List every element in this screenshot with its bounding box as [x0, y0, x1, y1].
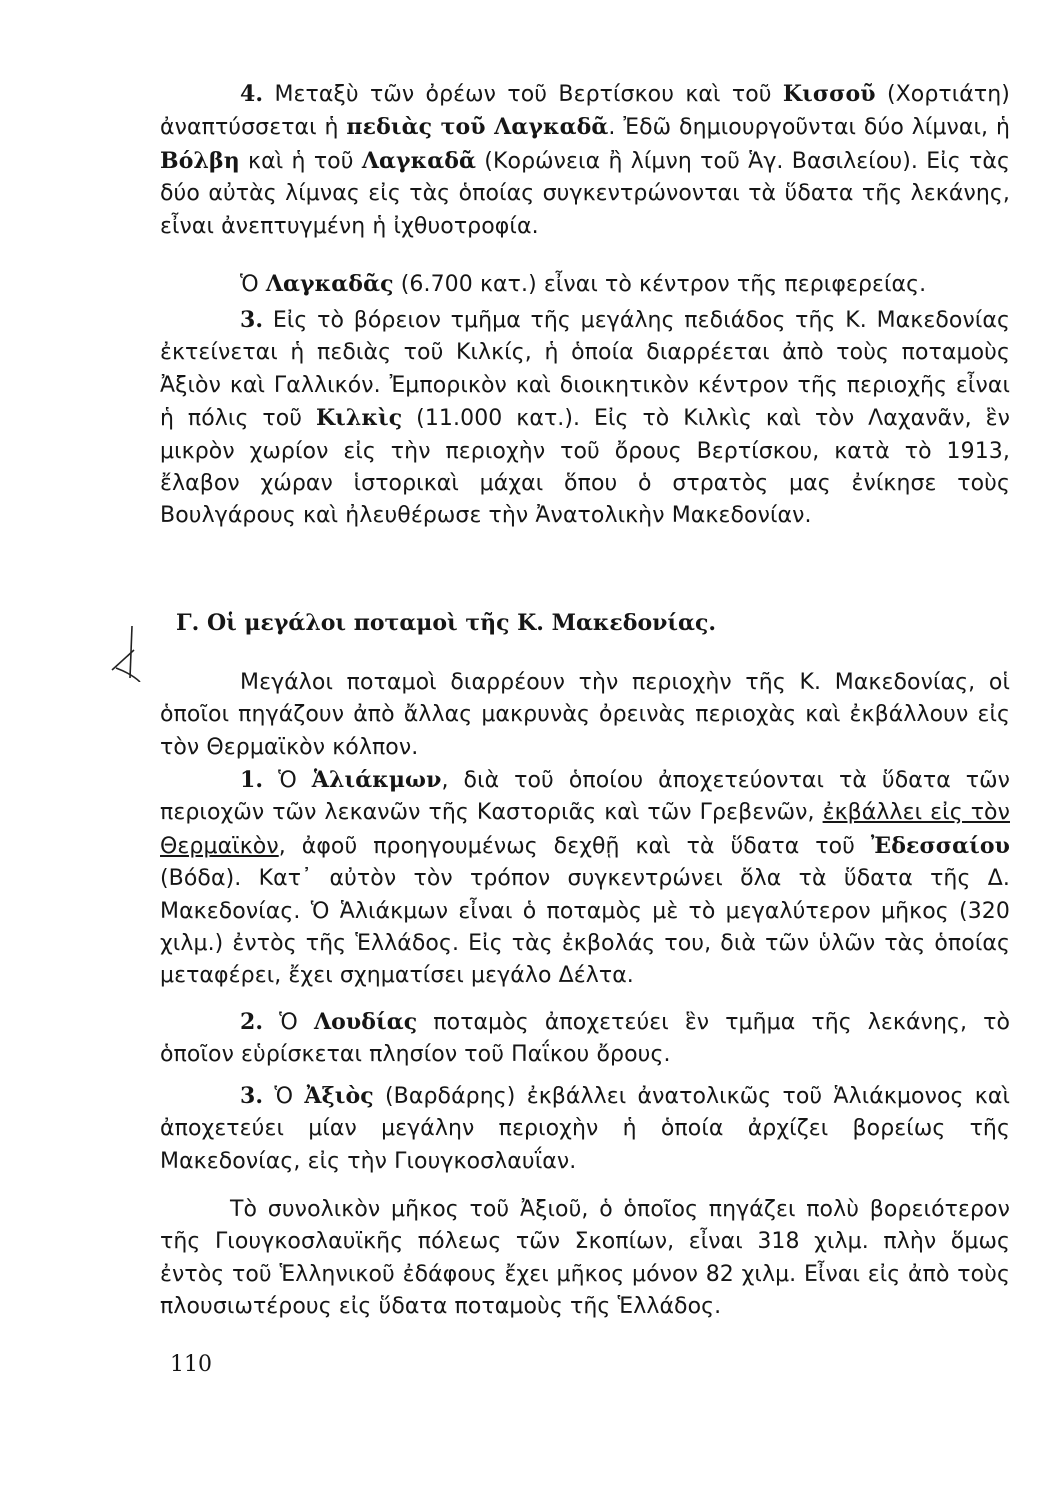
bold-term: Ἁλιάκμων	[311, 767, 442, 793]
text-run: (Κορώνεια ἢ λίμνη τοῦ Ἁγ. Βασιλείου). Εἰς τὰς δύο αὐτὰς λίμνας εἰς τὰς ὁποίας συγκεντρώνονται τὰ ὕδατα τῆς λεκάνης, εἶναι ἀνεπτυγμένη ἡ ἰχθυοτροφία.	[160, 148, 1010, 239]
item-number: 3.	[240, 1083, 264, 1109]
item-number: 2.	[240, 1009, 264, 1035]
item-number: 4.	[240, 81, 264, 107]
section-heading: Γ. Οἱ μεγάλοι ποταμοὶ τῆς Κ. Μακεδονίας.	[176, 610, 717, 636]
paragraph-rivers-intro: Μεγάλοι ποταμοὶ διαρρέουν τὴν περιοχὴν τῆς Κ. Μακεδονίας, οἱ ὁποῖοι πηγάζουν ἀπὸ ἄλλας μακρυνὰς ὀρεινὰς περιοχὰς καὶ ἐκβάλλουν εἰς τὸν Θερμαϊκὸν κόλπον.	[160, 670, 1010, 760]
text-run: καὶ ἡ τοῦ	[239, 148, 362, 174]
item-number: 1.	[240, 767, 264, 793]
bold-term: Ἀξιὸς	[304, 1083, 374, 1109]
text-run: Ὁ	[240, 272, 266, 297]
text-run: Εἰς τὸ βόρειον τμῆμα τῆς μεγάλης πεδιάδος τῆς Κ. Μακεδονίας ἐκτείνεται ἡ πεδιὰς τοῦ Κιλκίς, ἡ ὁποία διαρρέεται ἀπὸ τοὺς ποταμοὺς Ἀξιὸν καὶ Γαλλικόν. Ἐμπορικὸν καὶ διοικητικὸν κέντρον τῆς περιοχῆς εἶναι ἡ πόλις τοῦ	[160, 308, 1010, 432]
item-number: 3.	[240, 307, 264, 333]
paragraph-kilkis-plain	[160, 304, 1010, 533]
text-run: (Βόδα). Κατ᾽ αὐτὸν τὸν τρόπον συγκεντρώνει ὅλα τὰ ὕδατα τῆς Δ. Μακεδονίας. Ὁ Ἁλιάκμων εἶναι ὁ ποταμὸς μὲ τὸ μεγαλύτερον μῆκος (320 χιλμ.) ἐντὸς τῆς Ἑλλάδος. Εἰς τὰς ἐκβολάς του, διὰ τῶν ὑλῶν τὰς ὁποίας μεταφέρει, ἔχει σχηματίσει μεγάλο Δέλτα.	[160, 866, 1010, 989]
text-run: (11.000 κατ.). Εἰς τὸ Κιλκὶς καὶ τὸν Λαχανᾶν, ἓν μικρὸν χωρίον εἰς τὴν περιοχὴν τοῦ ὄρους Βερτίσκου, κατὰ τὸ 1913, ἔλαβον χώραν ἱστορικαὶ μάχαι ὅπου ὁ στρατὸς μας ἐνίκησε τοὺς Βουλγάρους καὶ ἠλευθέρωσε τὴν Ἀνατολικὴν Μακεδονίαν.	[160, 406, 1010, 529]
text-run: Ὁ	[263, 1010, 314, 1035]
text-run: (Χορτιάτη) ἀναπτύσσεται ἡ	[160, 82, 1010, 141]
paragraph-aliakmon	[160, 764, 1010, 993]
paragraph-axios-length: Τὸ συνολικὸν μῆκος τοῦ Ἀξιοῦ, ὁ ὁποῖος πηγάζει πολὺ βορειότερον τῆς Γιουγκοσλαυϊκῆς πόλεως τῶν Σκοπίων, εἶναι 318 χιλμ. πλὴν ὅμως ἐντὸς τοῦ Ἑλληνικοῦ ἐδάφους ἔχει μῆκος μόνον 82 χιλμ. Εἶναι εἰς ἀπὸ τοὺς πλουσιωτέρους εἰς ὕδατα ποταμοὺς τῆς Ἑλλάδος.	[160, 1197, 1010, 1320]
text-run: ποταμὸς ἀποχετεύει ἓν τμῆμα τῆς λεκάνης, τὸ ὁποῖον εὑρίσκεται πλησίον τοῦ Παΐκου ὄρους.	[160, 1010, 1010, 1068]
text-run: (Βαρδάρης) ἐκβάλλει ἀνατολικῶς τοῦ Ἁλιάκμονος καὶ ἀποχετεύει μίαν μεγάλην περιοχὴν ἡ ὁποία ἀρχίζει βορείως τῆς Μακεδονίας, εἰς τὴν Γιουγκοσλαυΐαν.	[160, 1084, 1011, 1174]
page-number: 110	[170, 1352, 212, 1377]
text-run: , διὰ τοῦ ὁποίου ἀποχετεύονται τὰ ὕδατα τῶν περιοχῶν τῶν λεκανῶν τῆς Καστοριᾶς καὶ τῶν Γρεβενῶν,	[160, 768, 1010, 826]
text-run: Ὁ	[263, 768, 312, 793]
bold-term: πεδιὰς τοῦ Λαγκαδᾶ	[346, 114, 609, 141]
bold-term: Βόλβη	[160, 147, 240, 174]
text-run: Μεταξὺ τῶν ὀρέων τοῦ Βερτίσκου καὶ τοῦ	[263, 82, 783, 107]
bold-term: Κιλκὶς	[315, 405, 403, 432]
text-run: . Ἐδῶ δημιουργοῦνται δύο λίμναι, ἡ	[608, 115, 1010, 141]
bold-term: Λουδίας	[313, 1009, 418, 1035]
paragraph-lagkadas-town	[160, 268, 1010, 301]
paragraph-axios	[160, 1080, 1010, 1178]
bold-term: Κισσοῦ	[782, 81, 876, 107]
text-run: (6.700 κατ.) εἶναι τὸ κέντρον τῆς περιφερείας.	[393, 272, 927, 297]
paragraph-loudias	[160, 1006, 1010, 1072]
text-run: , ἀφοῦ προηγουμένως δεχθῇ καὶ τὰ ὕδατα τοῦ	[278, 833, 871, 859]
paragraph-lagkadas-plain	[160, 78, 1010, 243]
bold-term: Λαγκαδᾶ	[361, 147, 477, 174]
bold-term: Ἐδεσσαίου	[870, 832, 1010, 859]
text-run: Ὁ	[263, 1084, 305, 1109]
underlined-phrase: ἐκβάλλει εἰς τὸν Θερμαϊκὸν	[160, 800, 1010, 859]
handwritten-tick-mark	[104, 622, 148, 682]
bold-term: Λαγκαδᾶς	[265, 271, 394, 297]
